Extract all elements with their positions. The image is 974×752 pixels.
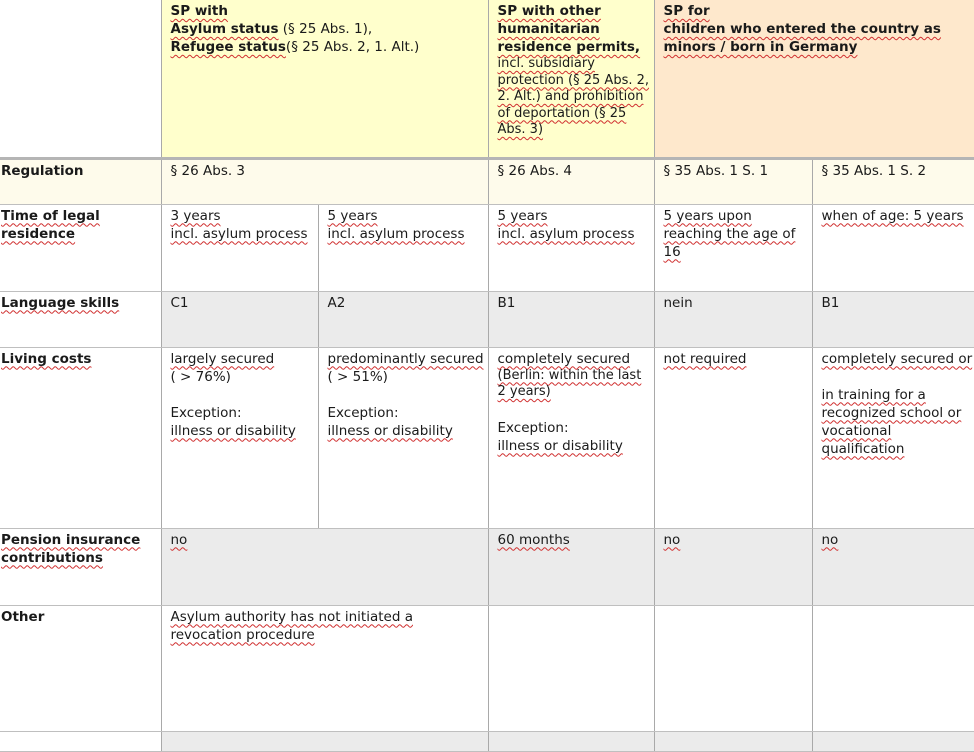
corner-cell: [0, 0, 161, 158]
living-3y-value: largely secured: [170, 350, 275, 367]
time-humanitarian-value: 5 years: [497, 207, 548, 224]
row-label-other: Other: [0, 605, 161, 731]
table-row: [0, 605, 974, 731]
living-children-s2-value: completely secured or: [821, 350, 973, 367]
cell-living-asylum-5y: [318, 347, 488, 528]
cell-time-children-s1: 5 years upon reaching the age of 16: [654, 204, 812, 291]
cell-language-children-s2: B1: [812, 291, 974, 347]
cell-pension-children-s2: no: [812, 528, 974, 605]
empty-cell: [812, 731, 974, 751]
cell-regulation-humanitarian: § 26 Abs. 4: [488, 158, 654, 204]
cell-time-humanitarian: [488, 204, 654, 291]
living-humanitarian-exception-label: Exception:: [497, 419, 569, 436]
empty-cell: [654, 731, 812, 751]
header-other-humanitarian: [488, 0, 654, 158]
cell-pension-humanitarian: 60 months: [488, 528, 654, 605]
time-3y-value: 3 years: [170, 207, 221, 224]
header-col2-detail: incl. subsidiary protection (§ 25 Abs. 2, 2. Alt.) and prohibition of deportation (§ 25 Abs. 3): [497, 56, 650, 137]
living-children-s2-training: in training for a recognized school or vocational qualification: [821, 386, 962, 457]
living-humanitarian-value: completely secured: [497, 350, 631, 367]
table-row: [0, 204, 974, 291]
empty-cell: [488, 731, 654, 751]
cell-time-asylum-3y: [161, 204, 318, 291]
living-5y-value: predominantly secured: [327, 350, 484, 367]
cell-other-humanitarian: [488, 605, 654, 731]
cell-time-children-s2: when of age: 5 years: [812, 204, 974, 291]
empty-cell: [161, 731, 488, 751]
cell-language-humanitarian: B1: [488, 291, 654, 347]
cell-time-asylum-5y: [318, 204, 488, 291]
time-humanitarian-note: incl. asylum process: [497, 225, 635, 242]
time-5y-note: incl. asylum process: [327, 225, 465, 242]
cell-language-asylum-5y: A2: [318, 291, 488, 347]
cell-other-children-s1: [654, 605, 812, 731]
cell-language-children-s1: nein: [654, 291, 812, 347]
header-col1-line1: SP with: [170, 3, 228, 19]
living-5y-exception: illness or disability: [327, 422, 453, 439]
table-row: [0, 528, 974, 605]
header-col1-refugee: Refugee status: [170, 39, 286, 55]
living-5y-percent: ( > 51%): [327, 368, 388, 385]
header-children: [654, 0, 974, 158]
cell-regulation-asylum: § 26 Abs. 3: [161, 158, 488, 204]
row-label-regulation: Regulation: [0, 158, 161, 204]
living-3y-percent: ( > 76%): [170, 368, 231, 385]
header-col3-line2: children who entered the country as: [663, 21, 941, 37]
time-5y-value: 5 years: [327, 207, 378, 224]
header-col3-line3: minors / born in Germany: [663, 39, 858, 55]
header-col1-asylum: Asylum status: [170, 21, 279, 37]
header-col3-line1: SP for: [663, 3, 710, 19]
header-col1-refugee-ref: (§ 25 Abs. 2, 1. Alt.): [285, 39, 420, 55]
living-5y-exception-label: Exception:: [327, 404, 399, 421]
living-3y-exception: illness or disability: [170, 422, 296, 439]
cell-pension-children-s1: no: [654, 528, 812, 605]
cell-other-children-s2: [812, 605, 974, 731]
time-3y-note: incl. asylum process: [170, 225, 308, 242]
cell-living-asylum-3y: [161, 347, 318, 528]
header-col2-line2: humanitarian: [497, 21, 600, 37]
table-row: [0, 291, 974, 347]
header-asylum-refugee: [161, 0, 488, 158]
cell-regulation-children-s2: § 35 Abs. 1 S. 2: [812, 158, 974, 204]
row-label-language: Language skills: [0, 291, 161, 347]
table-row: [0, 347, 974, 528]
living-humanitarian-exception: illness or disability: [497, 437, 623, 454]
cell-living-children-s2: [812, 347, 974, 528]
empty-cell: [0, 731, 161, 751]
cell-regulation-children-s1: § 35 Abs. 1 S. 1: [654, 158, 812, 204]
cell-language-asylum-3y: C1: [161, 291, 318, 347]
row-label-living-costs: Living costs: [0, 347, 161, 528]
header-col2-line3: residence permits,: [497, 39, 641, 55]
table-row: [0, 731, 974, 751]
cell-pension-asylum: no: [161, 528, 488, 605]
table-row: [0, 158, 974, 204]
header-col1-asylum-ref: (§ 25 Abs. 1),: [278, 21, 373, 37]
row-label-pension: Pension insurance contributions: [0, 528, 161, 605]
cell-other-asylum: Asylum authority has not initiated a revocation procedure: [161, 605, 488, 731]
header-row: [0, 0, 974, 158]
cell-living-children-s1: not required: [654, 347, 812, 528]
living-3y-exception-label: Exception:: [170, 404, 242, 421]
row-label-time: Time of legal residence: [0, 204, 161, 291]
living-humanitarian-berlin: (Berlin: within the last 2 years): [497, 367, 642, 399]
cell-living-humanitarian: [488, 347, 654, 528]
header-col2-line1: SP with other: [497, 3, 601, 19]
